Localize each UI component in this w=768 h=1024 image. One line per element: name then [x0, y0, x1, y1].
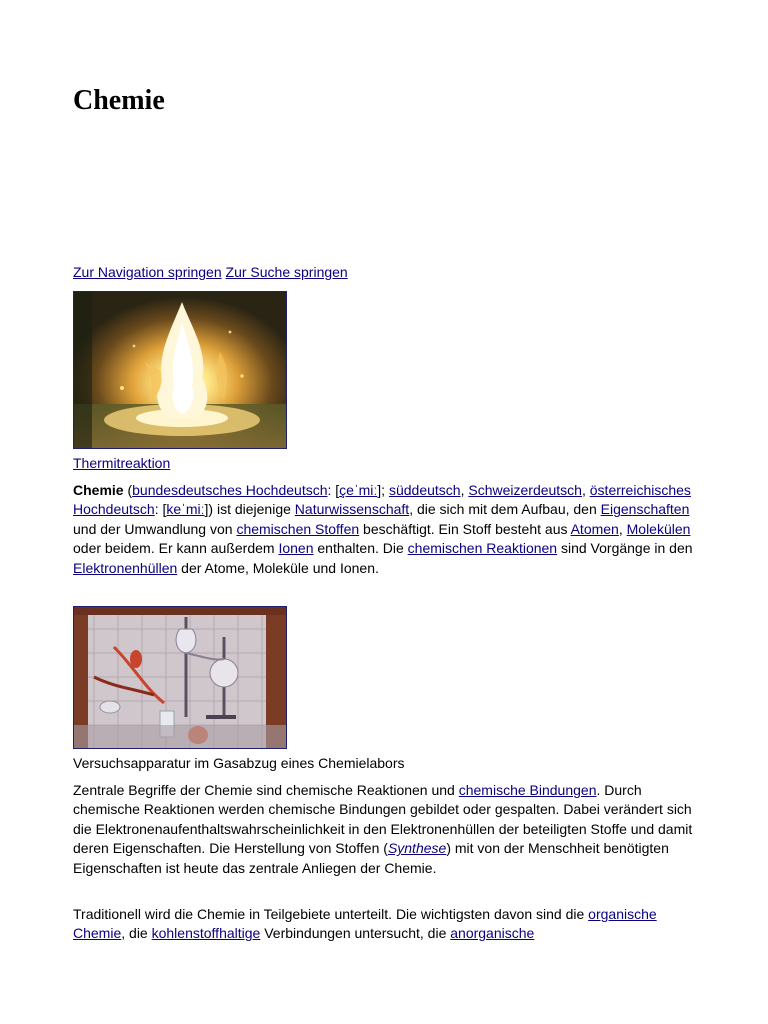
lab-apparatus-image[interactable] — [73, 606, 287, 749]
link-atome[interactable]: Atomen — [570, 520, 619, 537]
text: , — [618, 520, 627, 537]
link-bundesdeutsches-hochdeutsch[interactable]: bundesdeutsches Hochdeutsch — [132, 482, 328, 498]
text: : [ — [327, 482, 340, 498]
concepts-paragraph — [73, 781, 695, 878]
text: oder beidem. Er kann außerdem — [73, 540, 279, 557]
text: ) mit von der Menschheit benötigten Eigenschaften ist heute das zentrale Anliegen der Chemie. — [73, 840, 669, 876]
link-pronunciation-2[interactable]: keˈmiː — [166, 501, 205, 518]
text: ( — [123, 482, 133, 498]
link-elektronenhuellen[interactable]: Elektronenhüllen — [73, 559, 178, 576]
text: Zentrale Begriffe der Chemie sind chemische Reaktionen und — [73, 782, 459, 798]
link-eigenschaften[interactable]: Eigenschaften — [600, 501, 690, 518]
figure-caption: Versuchsapparatur im Gasabzug eines Chemielabors — [73, 755, 405, 771]
text: , — [581, 482, 590, 498]
thermite-image[interactable] — [73, 291, 287, 449]
text: , die — [121, 925, 152, 942]
subfields-paragraph — [73, 905, 695, 944]
text: , die sich mit dem Aufbau, den — [409, 501, 601, 518]
link-ionen[interactable]: Ionen — [278, 540, 314, 557]
text: , — [460, 482, 469, 498]
text: ]) ist diejenige — [204, 501, 295, 518]
text: ]; — [377, 482, 389, 498]
text: sind Vorgänge in den — [557, 540, 693, 557]
link-anorganische[interactable]: anorganische — [450, 925, 535, 942]
figure-caption-link[interactable]: Thermitreaktion — [73, 455, 171, 471]
skip-to-search-link[interactable]: Zur Suche springen — [225, 264, 348, 280]
text: . Durch chemische Reaktionen werden chemische Bindungen gebildet oder gespalten. Dabei verändert sich die Elektronenaufenthaltswahrscheinlichkeit in den Elektronenhüllen der beteiligten Stoffe und damit deren Eigenschaften. Die Herstellung von Stoffen ( — [73, 782, 693, 857]
text: der Atome, Moleküle und Ionen. — [177, 559, 379, 576]
text: : [ — [154, 501, 167, 518]
link-synthese[interactable]: Synthese — [387, 840, 447, 857]
page-title: Chemie — [73, 85, 165, 116]
text: enthalten. Die — [313, 540, 408, 557]
link-schweizerdeutsch[interactable]: Schweizerdeutsch — [468, 482, 582, 498]
intro-paragraph — [73, 481, 695, 578]
link-molekuele[interactable]: Molekülen — [626, 520, 691, 537]
link-sueddeutsch[interactable]: süddeutsch — [388, 482, 461, 498]
link-chemische-bindungen[interactable]: chemische Bindungen — [458, 782, 597, 798]
text: und der Umwandlung von — [73, 520, 237, 537]
link-chemische-stoffe[interactable]: chemischen Stoffen — [236, 520, 360, 537]
link-pronunciation-1[interactable]: çeˈmiː — [339, 482, 378, 498]
text: Traditionell wird die Chemie in Teilgebiete unterteilt. Die wichtigsten davon sind die — [73, 906, 589, 922]
link-kohlenstoffhaltige[interactable]: kohlenstoffhaltige — [151, 925, 261, 942]
term-bold: Chemie — [73, 482, 124, 498]
link-organische-chemie[interactable]: organische Chemie — [73, 906, 657, 942]
skip-to-navigation-link[interactable]: Zur Navigation springen — [73, 264, 222, 280]
text: Verbindungen untersucht, die — [260, 925, 451, 942]
lab-apparatus-photo — [74, 607, 286, 748]
thermite-fire-photo — [74, 292, 286, 448]
link-naturwissenschaft[interactable]: Naturwissenschaft — [294, 501, 410, 518]
link-chemische-reaktionen[interactable]: chemischen Reaktionen — [407, 540, 558, 557]
text: beschäftigt. Ein Stoff besteht aus — [359, 520, 571, 537]
link-oesterreichisches-hochdeutsch[interactable]: österreichisches Hochdeutsch — [73, 482, 691, 518]
skip-links — [73, 263, 348, 281]
